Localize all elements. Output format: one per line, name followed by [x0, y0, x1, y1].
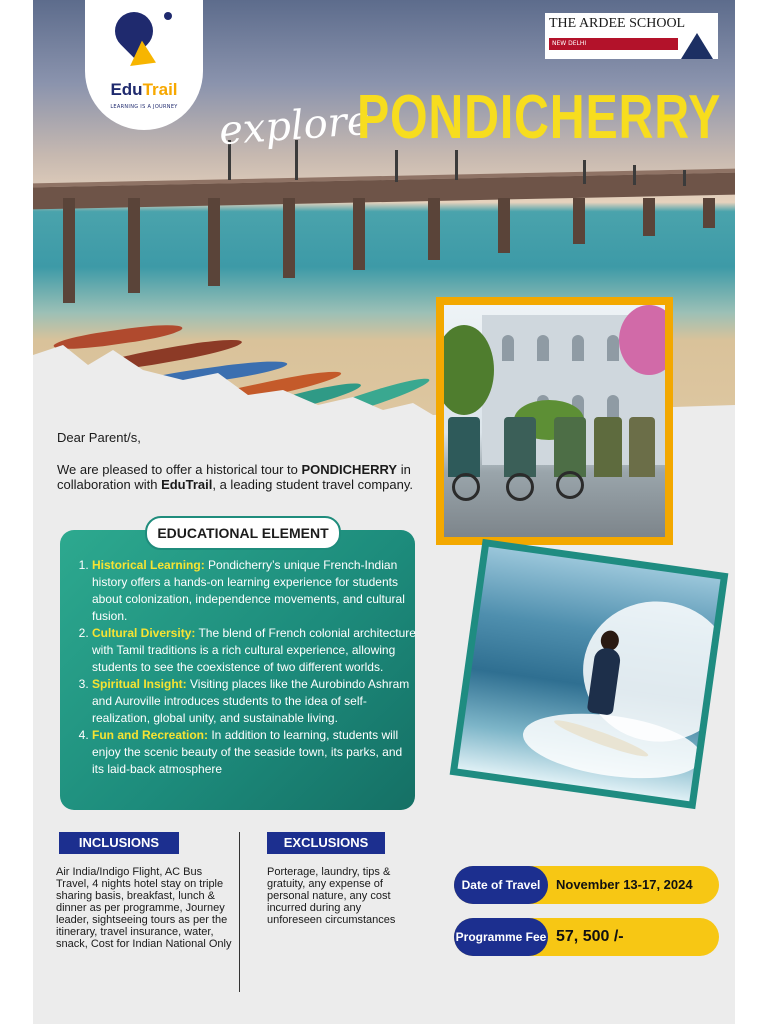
greeting: Dear Parent/s, [57, 430, 141, 445]
lamp-post [683, 170, 686, 186]
inclusions-heading: INCLUSIONS [59, 832, 179, 854]
list-item: 2. Cultural Diversity: The blend of French colonial architecture with Tamil traditions is a rich cultural experience, allowing students to see the coexistence of two different worlds. [92, 625, 417, 676]
brochure-page [33, 0, 735, 1024]
logo-name: EduTrail [110, 80, 178, 99]
column-divider [239, 832, 240, 992]
pier-pillar [703, 198, 715, 228]
educational-element-title: EDUCATIONAL ELEMENT [145, 516, 341, 550]
exclusions-heading: EXCLUSIONS [267, 832, 385, 854]
exclusions-text: Porterage, laundry, tips & gratuity, any expense of personal nature, any cost incurred during any unforeseen circumstances [267, 866, 396, 926]
pier-pillar [208, 198, 220, 286]
pier-pillar [353, 198, 365, 270]
list-item: 1. Historical Learning: Pondicherry’s unique French-Indian history offers a hands-on learning experience for students about colonization, independence movements, and cultural fusion. [92, 557, 417, 625]
inclusions-text: Air India/Indigo Flight, AC Bus Travel, 4 nights hotel stay on triple sharing basis, breakfast, lunch & dinner as per programme, Journey leader, sightseeing tours as per the itinerary, travel insurance, water, snack, Cost for Indian National Only [56, 866, 232, 950]
school-logo [545, 13, 718, 59]
rickshaw-street-photo [436, 297, 673, 545]
pier-pillar [128, 198, 140, 293]
school-a-emblem-icon [681, 33, 713, 59]
explore-script-text: explore [217, 97, 372, 155]
rickshaw-wheel [452, 473, 480, 501]
pier-pillar [573, 198, 585, 244]
rickshaw-wheel [556, 471, 584, 499]
list-item: 4. Fun and Recreation: In addition to learning, students will enjoy the scenic beauty of the seaside town, its parks, and its laid-back atmosphere [92, 727, 417, 778]
date-of-travel-pill [454, 866, 719, 904]
programme-fee-label: Programme Fee [454, 918, 548, 956]
school-name: THE ARDEE SCHOOL [549, 16, 686, 31]
list-item: 3. Spiritual Insight: Visiting places like the Aurobindo Ashram and Auroville introduces students to the idea of self-realization, global unity, and sustainable living. [92, 676, 417, 727]
date-of-travel-label: Date of Travel [454, 866, 548, 904]
programme-fee-pill [454, 918, 719, 956]
lamp-post [395, 150, 398, 182]
intro-paragraph: We are pleased to offer a historical tour to PONDICHERRY in collaboration with EduTrail, a leading student travel company. [57, 462, 414, 492]
rickshaw [629, 417, 655, 477]
lamp-post [583, 160, 586, 184]
pier-pillar [498, 198, 510, 253]
destination-title: PONDICHERRY [357, 83, 722, 152]
logo-dot [164, 12, 172, 20]
lamp-post [633, 165, 636, 185]
rickshaw [448, 417, 480, 477]
pier-pillar [428, 198, 440, 260]
letter-text [57, 430, 427, 492]
rickshaw [504, 417, 536, 477]
edutrail-logo [85, 0, 203, 130]
rickshaw [554, 417, 586, 477]
school-city: NEW DELHI [549, 38, 678, 50]
pier-pillar [643, 198, 655, 236]
pier-pillar [283, 198, 295, 278]
pier-pillar [63, 198, 75, 303]
date-of-travel-value: November 13-17, 2024 [556, 877, 693, 892]
rickshaw [594, 417, 622, 477]
logo-tagline: LEARNING IS A JOURNEY [110, 104, 178, 110]
rickshaw-wheel [506, 473, 534, 501]
lamp-post [455, 150, 458, 180]
programme-fee-value: 57, 500 /- [556, 928, 624, 945]
surfer-photo [450, 539, 729, 809]
educational-list [80, 557, 417, 778]
